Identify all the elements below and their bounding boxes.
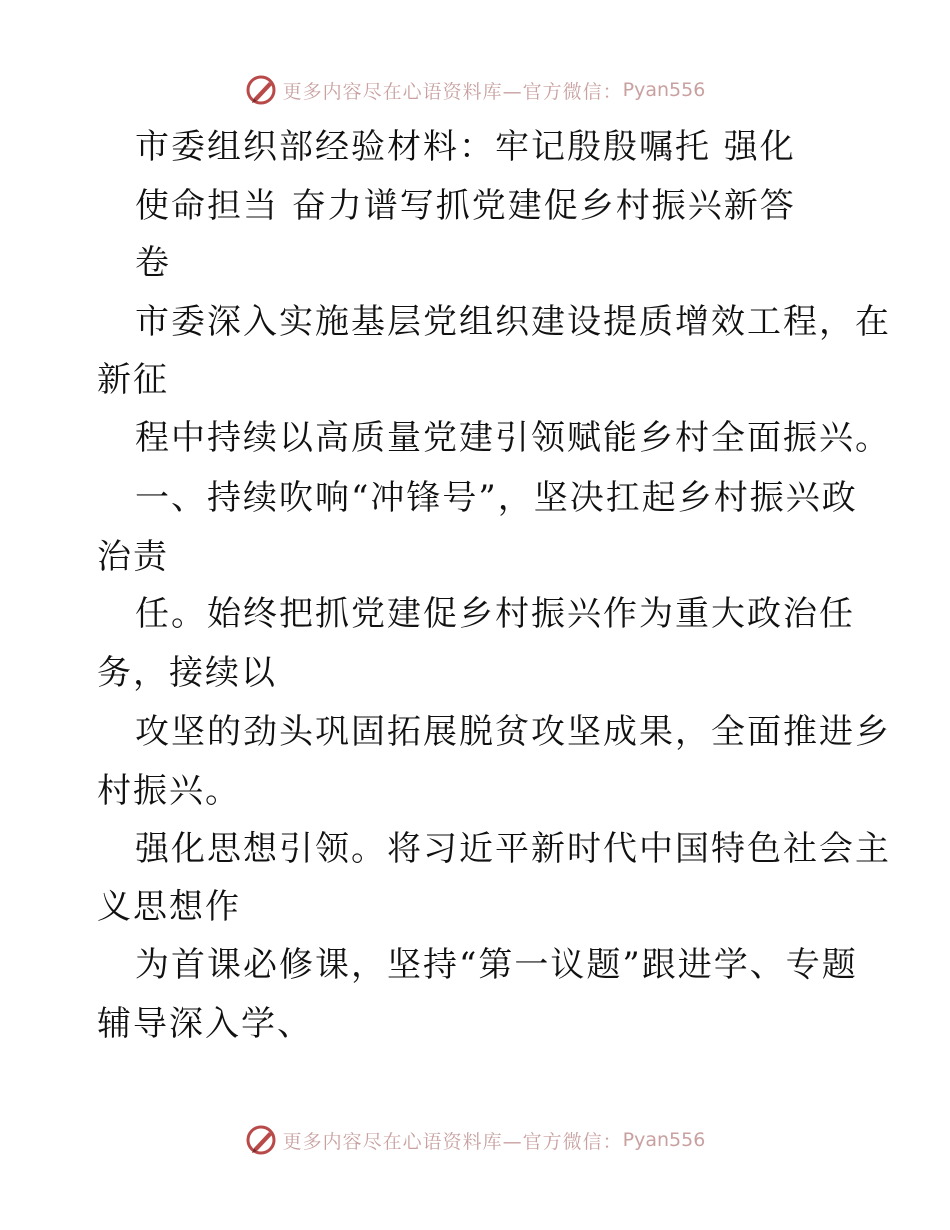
text-line: 务，接续以 <box>97 653 277 693</box>
watermark-account: Pyan556 <box>622 79 706 101</box>
pen-logo-icon <box>245 1123 279 1157</box>
text-line: 任。始终把抓党建促乡村振兴作为重大政治任 <box>135 594 855 634</box>
watermark-text: 更多内容尽在心语资料库—官方微信： <box>282 80 623 103</box>
text-line: 村振兴。 <box>97 771 241 811</box>
text-line: 为首课必修课，坚持“第一议题”跟进学、专题 <box>135 945 858 985</box>
text-line: 市委深入实施基层党组织建设提质增效工程，在 <box>135 302 891 342</box>
title-line-1: 市委组织部经验材料：牢记殷殷嘱托 强化 <box>135 127 796 167</box>
watermark-footer <box>0 1120 950 1160</box>
text-line: 新征 <box>97 360 169 400</box>
pen-logo-icon <box>245 73 279 107</box>
text-line: 程中持续以高质量党建引领赋能乡村全面振兴。 <box>135 418 891 458</box>
section-heading-line: 一、持续吹响“冲锋号”，坚决扛起乡村振兴政 <box>135 478 858 518</box>
text-line: 强化思想引领。将习近平新时代中国特色社会主 <box>135 829 891 869</box>
title-line-2: 使命担当 奋力谱写抓党建促乡村振兴新答 <box>135 186 796 226</box>
section-heading-line: 治责 <box>97 537 169 577</box>
text-line: 攻坚的劲头巩固拓展脱贫攻坚成果，全面推进乡 <box>135 712 891 752</box>
watermark-text: 更多内容尽在心语资料库—官方微信： <box>282 1130 623 1153</box>
text-line: 辅导深入学、 <box>97 1004 313 1044</box>
title-line-3: 卷 <box>135 243 171 283</box>
watermark-account: Pyan556 <box>622 1129 706 1151</box>
watermark-header <box>0 70 950 110</box>
text-line: 义思想作 <box>97 887 241 927</box>
